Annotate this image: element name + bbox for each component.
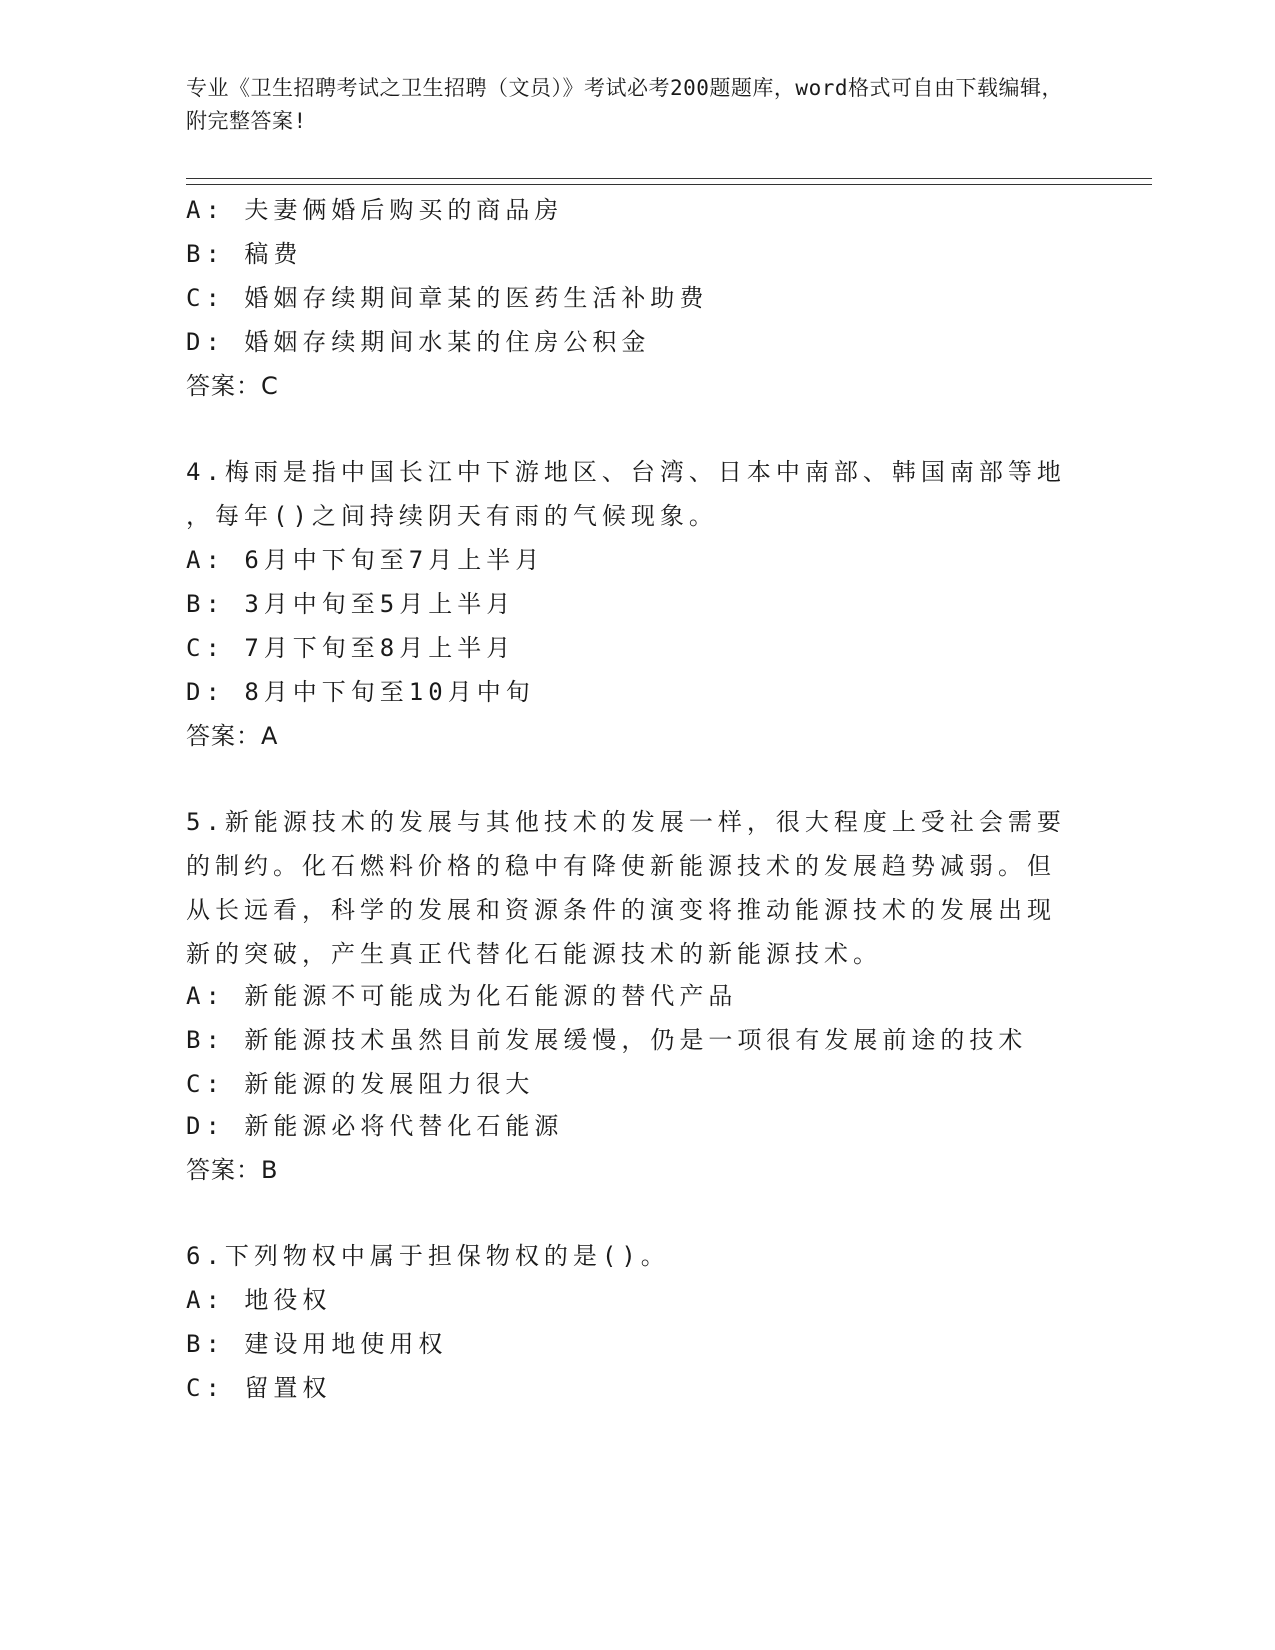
q6-option-c: C: 留置权: [186, 1374, 332, 1402]
q3-answer: 答案：C: [186, 372, 279, 400]
q5-answer: 答案：B: [186, 1156, 279, 1184]
q5-option-c: C: 新能源的发展阻力很大: [186, 1070, 535, 1098]
q5-stem-line-2: 的制约。化石燃料价格的稳中有降使新能源技术的发展趋势减弱。但: [186, 852, 1056, 880]
q5-option-b: B: 新能源技术虽然目前发展缓慢，仍是一项很有发展前途的技术: [186, 1026, 1028, 1054]
header-rule-top: [186, 178, 1152, 179]
q3-option-d: D: 婚姻存续期间水某的住房公积金: [186, 328, 651, 356]
q4-option-d: D: 8月中下旬至10月中旬: [186, 678, 535, 706]
q5-option-a: A: 新能源不可能成为化石能源的替代产品: [186, 982, 738, 1010]
q4-stem-line-2: ，每年()之间持续阴天有雨的气候现象。: [186, 502, 718, 530]
q3-option-a: A: 夫妻俩婚后购买的商品房: [186, 196, 564, 224]
q5-option-d: D: 新能源必将代替化石能源: [186, 1112, 564, 1140]
q4-option-a: A: 6月中下旬至7月上半月: [186, 546, 545, 574]
document-header: 专业《卫生招聘考试之卫生招聘（文员）》考试必考200题题库，word格式可自由下载编辑，附完整答案!: [186, 76, 1063, 133]
q5-stem-line-3: 从长远看，科学的发展和资源条件的演变将推动能源技术的发展出现: [186, 896, 1056, 924]
q4-answer: 答案：A: [186, 722, 279, 750]
q5-stem-line-4: 新的突破，产生真正代替化石能源技术的新能源技术。: [186, 940, 882, 968]
q6-option-a: A: 地役权: [186, 1286, 332, 1314]
q5-stem-line-1: 5.新能源技术的发展与其他技术的发展一样，很大程度上受社会需要: [186, 808, 1066, 836]
q6-stem-line-1: 6.下列物权中属于担保物权的是()。: [186, 1242, 670, 1270]
q3-option-b: B: 稿费: [186, 240, 303, 268]
q3-option-c: C: 婚姻存续期间章某的医药生活补助费: [186, 284, 709, 312]
q4-option-c: C: 7月下旬至8月上半月: [186, 634, 516, 662]
q4-stem-line-1: 4.梅雨是指中国长江中下游地区、台湾、日本中南部、韩国南部等地: [186, 458, 1066, 486]
q6-option-b: B: 建设用地使用权: [186, 1330, 448, 1358]
q4-option-b: B: 3月中旬至5月上半月: [186, 590, 516, 618]
header-rule-bottom: [186, 184, 1152, 185]
